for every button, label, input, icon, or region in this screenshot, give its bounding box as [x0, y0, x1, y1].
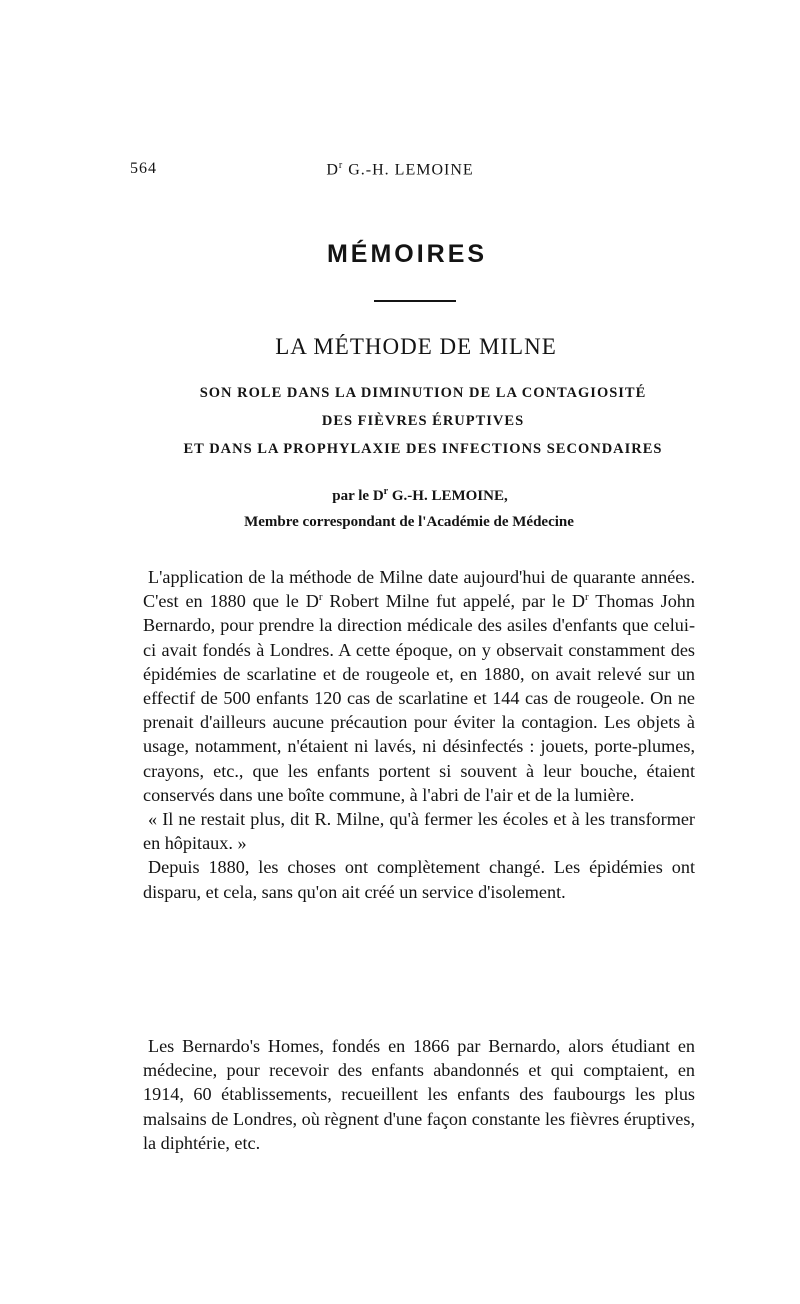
article-title: LA MÉTHODE DE MILNE [275, 334, 557, 359]
paragraph-1-part-1: L'application de la méthode de Milne date aujourd'hui de quarante années. C'est en 1880 que le D [143, 567, 695, 612]
author-prefix: par le D [332, 488, 384, 504]
running-head [0, 160, 800, 179]
paragraph-3: Depuis 1880, les choses ont complètement changé. Les épidémies ont disparu, et cela, sans qu'on ait créé un service d'isolement. [143, 857, 695, 902]
running-head-prefix: D [326, 161, 339, 179]
paragraph-2: « Il ne restait plus, dit R. Milne, qu'à fermer les écoles et à les transformer en hôpitaux. » [143, 809, 695, 854]
running-head-name: G.-H. LEMOINE [343, 161, 474, 179]
paragraph-1 [143, 565, 695, 807]
author-name: G.-H. LEMOINE, [388, 488, 508, 504]
paragraph-4: Les Bernardo's Homes, fondés en 1866 par Bernardo, alors étudiant en médecine, pour recevoir des enfants abandonnés et qui comptaient, en 1914, 60 établissements, recueillent les enfants des faubourgs les plus malsains de Londres, où règnent d'une façon constante les fièvres éruptives, la diphtérie, etc. [143, 1036, 695, 1153]
paragraph-1-part-3: Thomas John Bernardo, pour prendre la direction médicale des asiles d'enfants que celui-ci avait fondés à Londres. A cette époque, on y observait constamment des épidémies de scarlatine et de rougeole et, en 1880, on avait relevé sur un effectif de 500 enfants 120 cas de scarlatine et 144 cas de rougeole. On ne prenait d'ailleurs aucune précaution pour éviter la contagion. Les objets à usage, notamment, n'étaient ni lavés, ni désinfectés : jouets, porte-plumes, crayons, etc., que les enfants portent si souvent à leur bouche, étaient conservés dans une boîte commune, à l'abri de l'air et de la lumière. [143, 591, 695, 805]
body-text-block-1 [143, 565, 695, 904]
article-subtitle-line-3: ET DANS LA PROPHYLAXIE DES INFECTIONS SECONDAIRES [183, 441, 663, 457]
page-number: 564 [130, 160, 157, 177]
author-superscript: r [383, 486, 389, 497]
section-title: MÉMOIRES [326, 240, 488, 268]
paragraph-1-superscript-2: r [585, 591, 589, 604]
paragraph-1-superscript-1: r [318, 591, 323, 604]
paragraph-1-part-2: Robert Milne fut appelé, par le D [322, 591, 586, 612]
title-divider [374, 300, 456, 302]
article-subtitle-line-1: SON ROLE DANS LA DIMINUTION DE LA CONTAGIOSITÉ [199, 385, 647, 401]
body-text-block-2 [143, 1034, 695, 1155]
running-head-superscript: r [338, 160, 344, 171]
author-affiliation: Membre correspondant de l'Académie de Médecine [244, 514, 574, 530]
author-line [0, 486, 800, 505]
article-subtitle-line-2: DES FIÈVRES ÉRUPTIVES [321, 413, 525, 429]
